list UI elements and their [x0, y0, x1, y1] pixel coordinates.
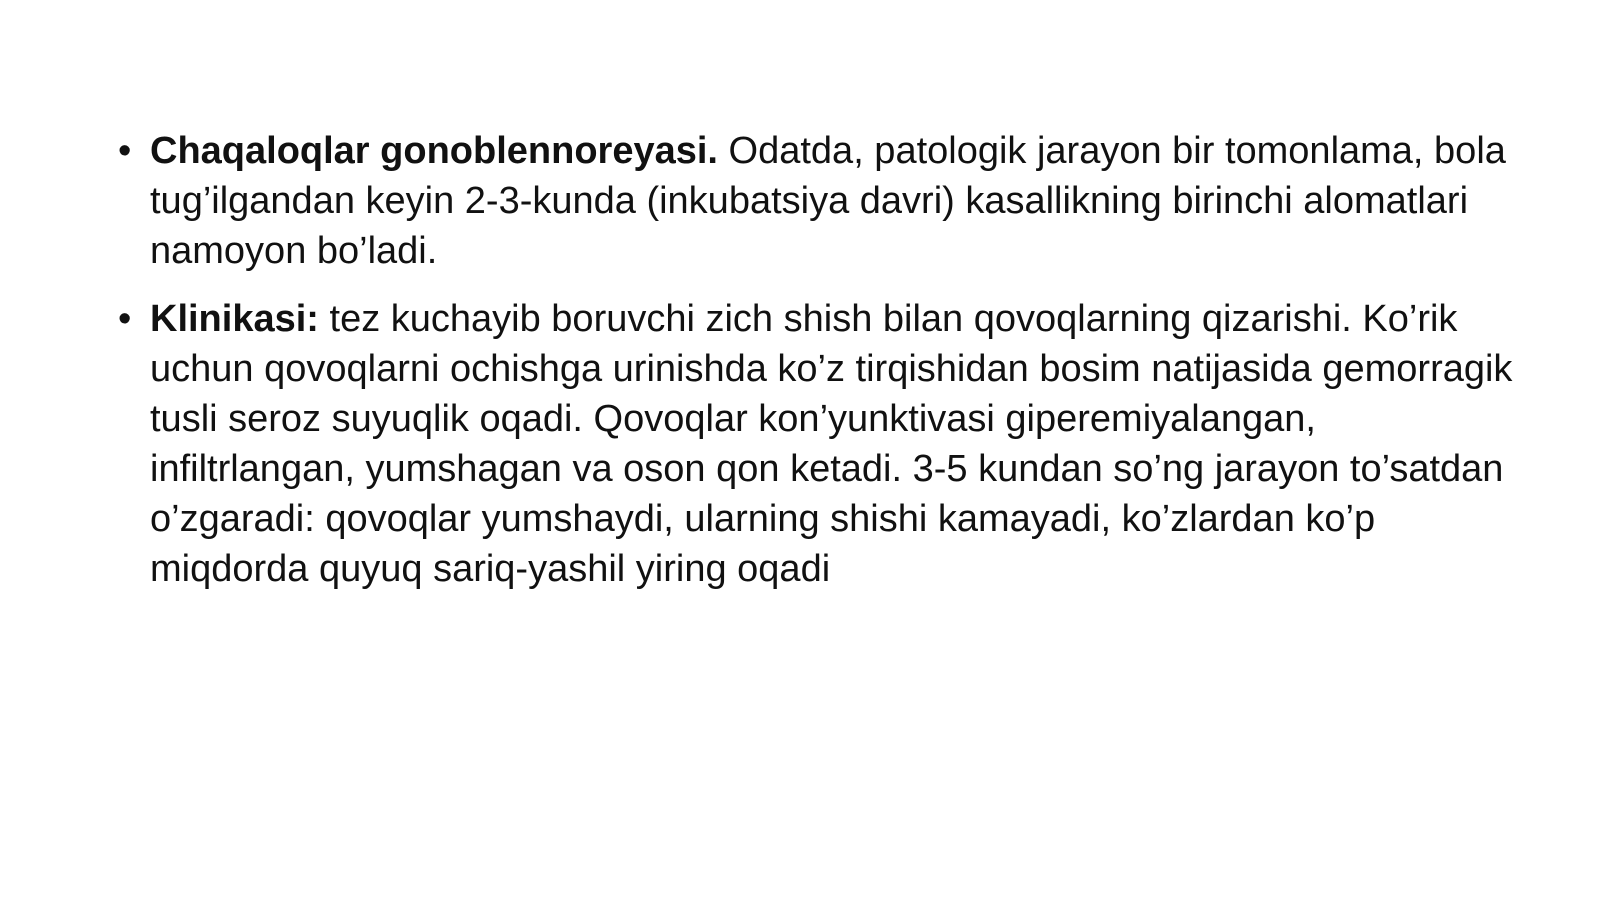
bullet-body: tez kuchayib boruvchi zich shish bilan qovoqlarning qizarishi. Ko’rik uchun qovoqlarni ochishga urinishda ko’z tirqishidan bosim natijasida gemorragik tusli seroz suyuqlik oqadi. Qovoqlar kon’yunktivasi giperemiyalangan, infiltrlangan, yumshagan va oson qon ketadi. 3-5 kundan so’ng jarayon to’satdan o’zgaradi: qovoqlar yumshaydi, ularning shishi kamayadi, ko’zlardan ko’p miqdorda quyuq sariq-yashil yiring oqadi	[150, 298, 1513, 590]
bullet-body: Odatda, patologik jarayon bir tomonlama, bola tug’ilgandan keyin 2-3-kunda (inkubatsiya davri) kasallikning birinchi alomatlari namoyon bo’ladi.	[150, 130, 1506, 272]
bullet-item-klinikasi	[118, 294, 1518, 594]
bullet-heading: Chaqaloqlar gonoblennoreyasi.	[150, 130, 718, 172]
bullet-marker: •	[118, 298, 132, 340]
bullet-text	[150, 126, 1518, 276]
slide-content	[118, 126, 1518, 612]
bullet-text	[150, 294, 1518, 594]
bullet-heading: Klinikasi:	[150, 298, 319, 340]
bullet-marker: •	[118, 130, 132, 172]
bullet-item-gonoblennoreya	[118, 126, 1518, 276]
